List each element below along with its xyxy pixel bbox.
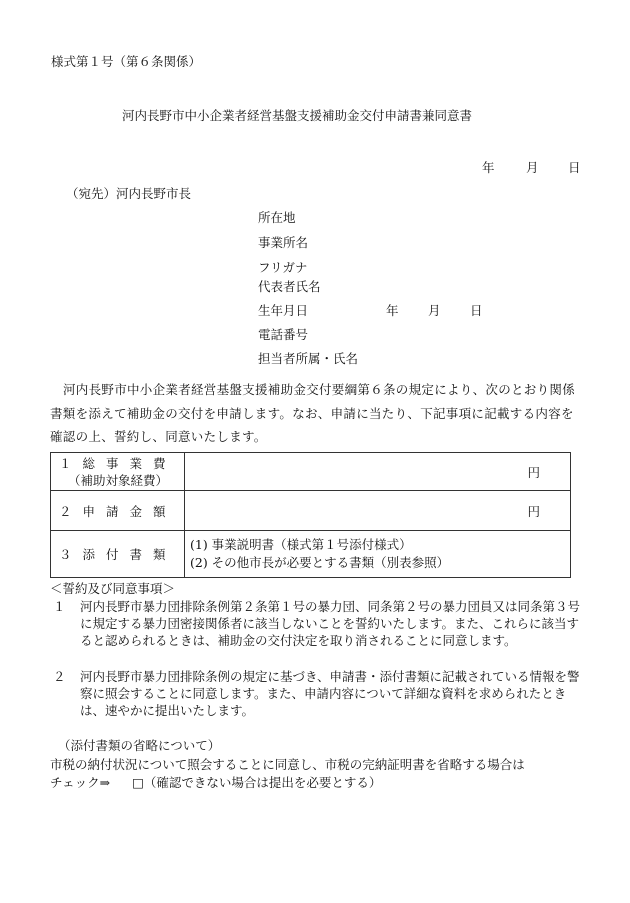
table-row [51,491,571,531]
requested-amount-field[interactable] [185,491,571,531]
omission-checkbox[interactable]: □ [132,775,144,790]
contact-label: 担当者所属・氏名 [258,351,359,366]
pledge-text: 河内長野市暴力団排除条例第２条第１号の暴力団、同条第２号の暴力団員又は同条第３号に規定する暴力団密接関係者に該当しないことを誓約いたします。また、これらに該当すると認められるときは、補助金の交付決定を取り消されることに同意します。 [80,599,581,649]
birth-month-label: 月 [428,303,441,318]
total-cost-label-cell [51,453,185,491]
pledge-number: ２ [53,669,66,684]
address-label: 所在地 [258,210,296,225]
yen-unit: 円 [527,464,540,480]
pledge-item [50,598,580,650]
addressee: （宛先）河内長野市長 [66,186,192,201]
furigana-label: フリガナ [258,260,308,275]
form-number: 様式第１号（第６条関係） [51,54,202,69]
birth-day-label: 日 [470,303,483,318]
date-month-label: 月 [526,160,539,175]
pledge-heading: ＜誓約及び同意事項＞ [50,581,176,596]
table-row [51,531,571,578]
pledge-item [50,668,580,720]
attachments-list [185,531,571,578]
attachment-item: (2) その他市長が必要とする書類（別表参照） [190,555,450,570]
total-cost-field[interactable] [185,453,571,491]
business-name-label: 事業所名 [258,235,309,250]
pledge-number: １ [53,599,66,614]
date-day-label: 日 [568,160,581,175]
check-label: チェック⇒ [50,775,111,790]
omission-text: 市税の納付状況について照会することに同意し、市税の完納証明書を省略する場合は [50,757,525,772]
row-number: ３ [59,547,72,562]
requested-amount-label: 申請金額 [82,503,177,519]
application-statement: 河内長野市中小企業者経営基盤支援補助金交付要綱第６条の規定により、次のとおり関係書類を添えて補助金の交付を申請します。なお、申請に当たり、下記事項に記載する内容を確認の上、誓約し、同意いたします。 [50,382,576,444]
date-year-label: 年 [482,160,495,175]
birth-year-label: 年 [386,303,399,318]
application-table [50,452,571,578]
document-title: 河内長野市中小企業者経営基盤支援補助金交付申請書兼同意書 [122,108,473,123]
total-cost-label: 総事業費 [82,455,177,471]
representative-label: 代表者氏名 [258,279,321,294]
attachment-item: (1) 事業説明書（様式第１号添付様式） [190,537,412,552]
omission-note: （確認できない場合は提出を必要とする） [143,775,382,790]
omission-heading: （添付書類の省略について） [58,738,221,753]
pledge-text: 河内長野市暴力団排除条例の規定に基づき、申請書・添付書類に記載されている情報を警察に照会することに同意します。また、申請内容について詳細な資料を求められたときは、速やかに提出いたします。 [80,669,580,719]
birthdate-label: 生年月日 [258,303,309,318]
row-number: ２ [59,503,72,519]
table-row [51,453,571,491]
phone-label: 電話番号 [258,327,309,342]
yen-unit: 円 [527,503,540,519]
omission-check-line [50,777,381,790]
attachments-label-cell [51,531,185,578]
requested-amount-label-cell [51,491,185,531]
total-cost-sublabel: （補助対象経費） [68,472,169,488]
row-number: １ [59,455,72,471]
attachments-label: 添付書類 [82,547,177,562]
